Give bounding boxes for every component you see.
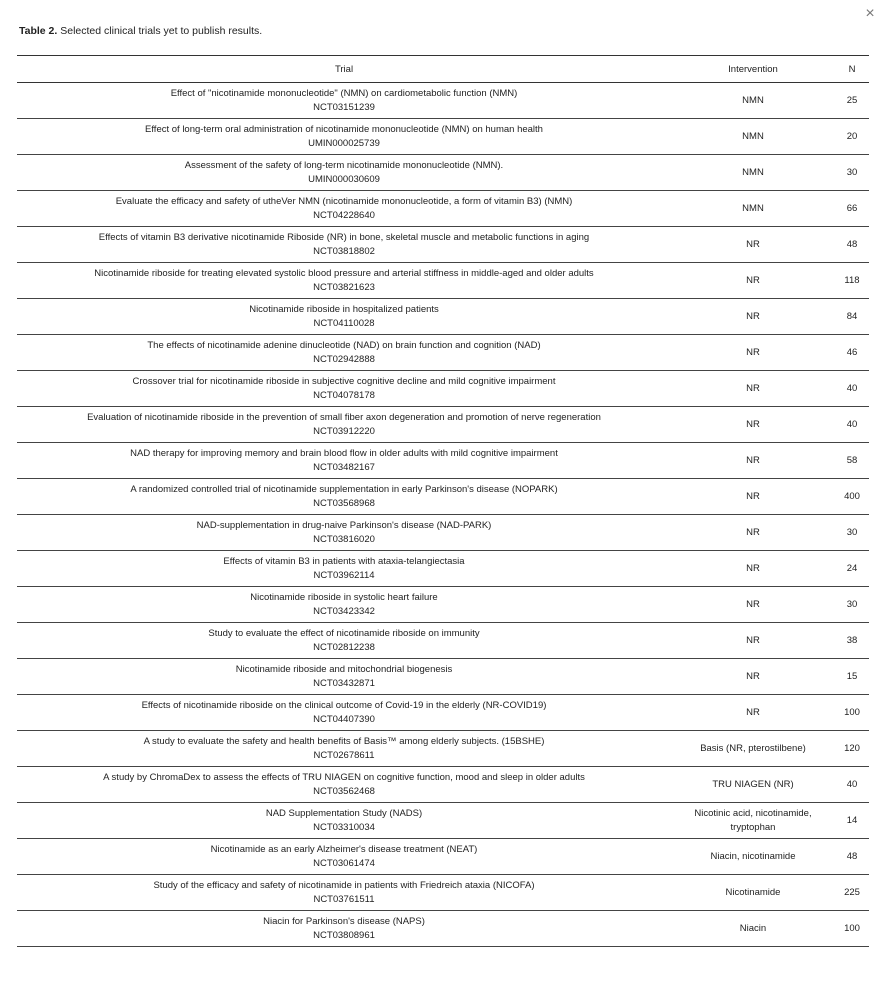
table-row [17,731,869,767]
trial-name: Crossover trial for nicotinamide riboside in subjective cognitive decline and mild cognitive impairment [132,375,556,387]
trial-cell [17,227,671,263]
trial-id: NCT03761511 [313,893,375,905]
trial-cell [17,803,671,839]
trial-id: NCT03816020 [313,533,375,545]
trial-cell [17,155,671,191]
trial-cell [17,299,671,335]
intervention-cell: Basis (NR, pterostilbene) [700,742,806,754]
intervention-cell: NMN [742,94,764,106]
table-row [17,803,869,839]
trial-name: Effect of long-term oral administration of nicotinamide mononucleotide (NMN) on human health [145,123,543,135]
trial-id: UMIN000025739 [308,137,380,149]
table-container [17,55,869,947]
table-row [17,83,869,119]
trial-cell [17,911,671,947]
n-cell: 40 [846,382,858,394]
table-row [17,407,869,443]
table-row [17,227,869,263]
trial-cell [17,551,671,587]
intervention-cell: NR [746,274,760,286]
table-row [17,335,869,371]
table-row [17,263,869,299]
trial-id: NCT03432871 [313,677,375,689]
table-row [17,551,869,587]
trial-name: NAD Supplementation Study (NADS) [265,807,423,819]
table-row [17,119,869,155]
n-cell: 40 [846,778,858,790]
n-cell: 30 [846,598,858,610]
table-row [17,299,869,335]
intervention-cell: NR [746,706,760,718]
table-row [17,839,869,875]
trial-name: Nicotinamide riboside in hospitalized patients [249,303,439,315]
table-row [17,155,869,191]
table-row [17,515,869,551]
n-cell: 30 [846,526,858,538]
trial-name: Nicotinamide riboside for treating elevated systolic blood pressure and arterial stiffness in middle-aged and older adults [94,267,594,279]
close-icon[interactable]: × [865,5,875,22]
trial-name: Nicotinamide riboside in systolic heart failure [250,591,438,603]
trial-name: Nicotinamide riboside and mitochondrial biogenesis [235,663,453,675]
trial-name: Evaluate the efficacy and safety of utheVer NMN (nicotinamide mononucleotide, a form of vitamin B3) (NMN) [115,195,573,207]
n-cell: 118 [844,274,860,286]
trial-id: NCT04110028 [313,317,375,329]
trial-id: NCT03808961 [313,929,375,941]
trial-cell [17,659,671,695]
intervention-cell: NR [746,634,760,646]
table-row [17,767,869,803]
trial-cell [17,119,671,155]
trial-name: Assessment of the safety of long-term nicotinamide mononucleotide (NMN). [184,159,504,171]
n-cell: 24 [846,562,858,574]
column-header-intervention: Intervention [728,63,778,75]
trial-name: Niacin for Parkinson's disease (NAPS) [263,915,425,927]
clinical-trials-table [17,55,869,947]
trial-cell [17,731,671,767]
intervention-cell: NMN [742,202,764,214]
n-cell: 15 [846,670,858,682]
n-cell: 400 [844,490,860,502]
table-row [17,659,869,695]
intervention-cell: Niacin [739,922,767,934]
n-cell: 66 [846,202,858,214]
table-body [17,83,869,947]
intervention-cell: NR [746,562,760,574]
intervention-cell: NR [746,310,760,322]
trial-id: NCT04078178 [313,389,375,401]
table-row [17,191,869,227]
trial-name: Effects of vitamin B3 derivative nicotinamide Riboside (NR) in bone, skeletal muscle and metabolic functions in aging [98,231,590,243]
trial-id: NCT03423342 [313,605,375,617]
n-cell: 20 [846,130,858,142]
trial-id: NCT03818802 [313,245,375,257]
trial-name: NAD therapy for improving memory and brain blood flow in older adults with mild cognitive impairment [130,447,558,459]
trial-cell [17,875,671,911]
table-caption [19,25,262,37]
trial-name: The effects of nicotinamide adenine dinucleotide (NAD) on brain function and cognition (NAD) [147,339,541,351]
column-header-trial: Trial [334,63,354,75]
table-row [17,623,869,659]
intervention-cell: Nicotinamide [725,886,781,898]
trial-id: NCT04407390 [313,713,375,725]
trial-cell [17,191,671,227]
trial-name: Nicotinamide as an early Alzheimer's disease treatment (NEAT) [210,843,478,855]
trial-cell [17,371,671,407]
n-cell: 48 [846,850,858,862]
trial-id: NCT03482167 [313,461,375,473]
trial-id: NCT03310034 [313,821,375,833]
trial-cell [17,479,671,515]
table-row [17,479,869,515]
n-cell: 100 [844,706,860,718]
trial-id: NCT03912220 [313,425,375,437]
trial-name: Evaluation of nicotinamide riboside in the prevention of small fiber axon degeneration and promotion of nerve regeneration [87,411,601,423]
intervention-cell: TRU NIAGEN (NR) [712,778,794,790]
trial-name: Study to evaluate the effect of nicotinamide riboside on immunity [208,627,480,639]
n-cell: 225 [844,886,860,898]
trial-cell [17,335,671,371]
table-row [17,443,869,479]
trial-id: NCT03568968 [313,497,375,509]
trial-cell [17,407,671,443]
trial-id: UMIN000030609 [308,173,380,185]
trial-id: NCT02812238 [313,641,375,653]
trial-id: NCT03962114 [313,569,375,581]
n-cell: 58 [846,454,858,466]
trial-cell [17,83,671,119]
intervention-cell: NR [746,238,760,250]
intervention-cell: NR [746,418,760,430]
n-cell: 25 [846,94,858,106]
n-cell: 14 [846,814,858,826]
intervention-cell: NR [746,454,760,466]
trial-name: A randomized controlled trial of nicotinamide supplementation in early Parkinson's disease (NOPARK) [130,483,558,495]
trial-id: NCT03821623 [313,281,375,293]
intervention-cell: NR [746,382,760,394]
intervention-cell: NMN [742,166,764,178]
table-row [17,587,869,623]
trial-cell [17,263,671,299]
trial-name: A study by ChromaDex to assess the effects of TRU NIAGEN on cognitive function, mood and sleep in older adults [103,771,585,783]
n-cell: 100 [844,922,860,934]
trial-id: NCT02678611 [313,749,375,761]
trial-cell [17,443,671,479]
table-header-row [17,56,869,83]
trial-cell [17,839,671,875]
intervention-cell: Niacin, nicotinamide [710,850,796,862]
trial-name: Effect of "nicotinamide mononucleotide" (NMN) on cardiometabolic function (NMN) [170,87,518,99]
trial-cell [17,767,671,803]
intervention-cell: NR [746,598,760,610]
n-cell: 30 [846,166,858,178]
trial-cell [17,695,671,731]
trial-cell [17,587,671,623]
intervention-cell: Nicotinic acid, nicotinamide, tryptophan [694,807,812,833]
n-cell: 46 [846,346,858,358]
n-cell: 40 [846,418,858,430]
trial-id: NCT03061474 [313,857,375,869]
n-cell: 120 [844,742,860,754]
trial-name: Effects of vitamin B3 in patients with ataxia-telangiectasia [223,555,465,567]
column-header-n: N [848,63,856,75]
table-row [17,911,869,947]
table-caption-label: Table 2. [19,25,58,37]
trial-cell [17,515,671,551]
n-cell: 84 [846,310,858,322]
table-row [17,371,869,407]
table-header [17,56,869,83]
intervention-cell: NR [746,346,760,358]
intervention-cell: NR [746,490,760,502]
table-row [17,875,869,911]
trial-id: NCT04228640 [313,209,375,221]
intervention-cell: NR [746,526,760,538]
trial-id: NCT02942888 [313,353,375,365]
n-cell: 48 [846,238,858,250]
intervention-cell: NMN [742,130,764,142]
trial-cell [17,623,671,659]
table-caption-text: Selected clinical trials yet to publish results. [57,25,263,37]
trial-id: NCT03562468 [313,785,375,797]
intervention-cell: NR [746,670,760,682]
trial-name: Study of the efficacy and safety of nicotinamide in patients with Friedreich ataxia (NICOFA) [153,879,535,891]
trial-id: NCT03151239 [313,101,375,113]
trial-name: NAD-supplementation in drug-naive Parkinson's disease (NAD-PARK) [196,519,492,531]
n-cell: 38 [846,634,858,646]
trial-name: A study to evaluate the safety and health benefits of Basis™ among elderly subjects. (15BSHE) [143,735,545,747]
trial-name: Effects of nicotinamide riboside on the clinical outcome of Covid-19 in the elderly (NR-COVID19) [141,699,547,711]
table-row [17,695,869,731]
